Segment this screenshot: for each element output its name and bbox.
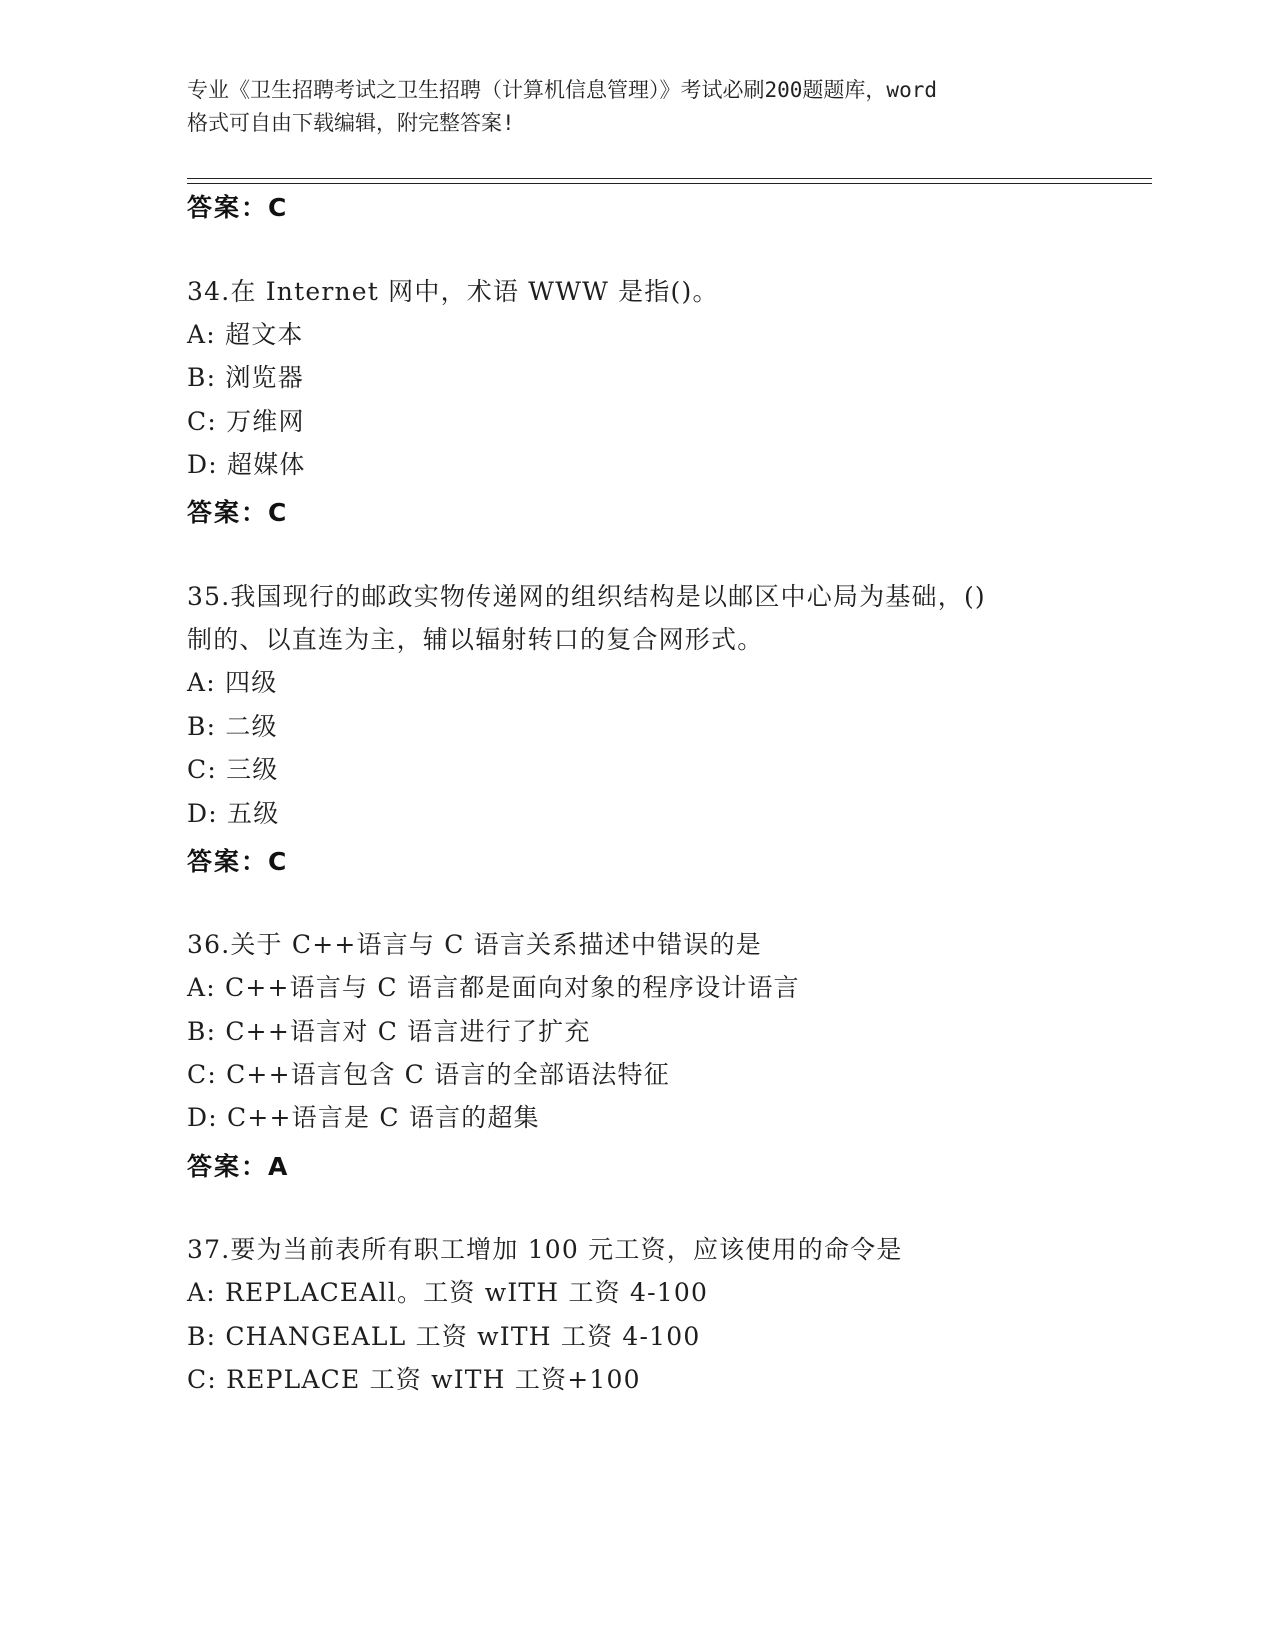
question-34-answer: 答案：C: [187, 498, 289, 527]
question-34-option-a: A: 超文本: [187, 320, 304, 349]
question-35-stem-line-2: 制的、以直连为主，辅以辐射转口的复合网形式。: [187, 625, 764, 654]
question-35-option-c: C: 三级: [187, 755, 279, 784]
question-36-option-a: A: C++语言与 C 语言都是面向对象的程序设计语言: [187, 973, 800, 1002]
question-34-option-d: D: 超媒体: [187, 450, 306, 479]
question-34-option-c: C: 万维网: [187, 407, 305, 436]
question-34-stem: 34.在 Internet 网中，术语 WWW 是指()。: [187, 277, 719, 306]
question-35-answer: 答案：C: [187, 847, 289, 876]
question-35-option-b: B: 二级: [187, 712, 278, 741]
question-37-option-a: A: REPLACEAll。工资 wITH 工资 4-100: [187, 1278, 709, 1307]
header-divider-top: [187, 178, 1152, 179]
question-36-option-d: D: C++语言是 C 语言的超集: [187, 1103, 540, 1132]
question-34-option-b: B: 浏览器: [187, 363, 304, 392]
question-35-stem-line-1: 35.我国现行的邮政实物传递网的组织结构是以邮区中心局为基础，(): [187, 582, 986, 611]
question-36-option-c: C: C++语言包含 C 语言的全部语法特征: [187, 1060, 670, 1089]
question-36-stem: 36.关于 C++语言与 C 语言关系描述中错误的是: [187, 930, 762, 959]
question-35-option-d: D: 五级: [187, 799, 280, 828]
answer-prev: 答案：C: [187, 193, 289, 222]
question-36-answer: 答案：A: [187, 1152, 290, 1181]
header-divider-bottom: [187, 183, 1152, 184]
question-37-option-b: B: CHANGEALL 工资 wITH 工资 4-100: [187, 1322, 701, 1351]
question-36-option-b: B: C++语言对 C 语言进行了扩充: [187, 1017, 591, 1046]
header-line-2: 格式可自由下载编辑，附完整答案!: [187, 111, 515, 135]
document-header: [187, 74, 1087, 140]
question-37-option-c: C: REPLACE 工资 wITH 工资+100: [187, 1365, 641, 1394]
header-line-1: 专业《卫生招聘考试之卫生招聘（计算机信息管理）》考试必刷200题题库，word: [187, 78, 937, 102]
question-37-stem: 37.要为当前表所有职工增加 100 元工资，应该使用的命令是: [187, 1235, 903, 1264]
question-35-option-a: A: 四级: [187, 668, 278, 697]
